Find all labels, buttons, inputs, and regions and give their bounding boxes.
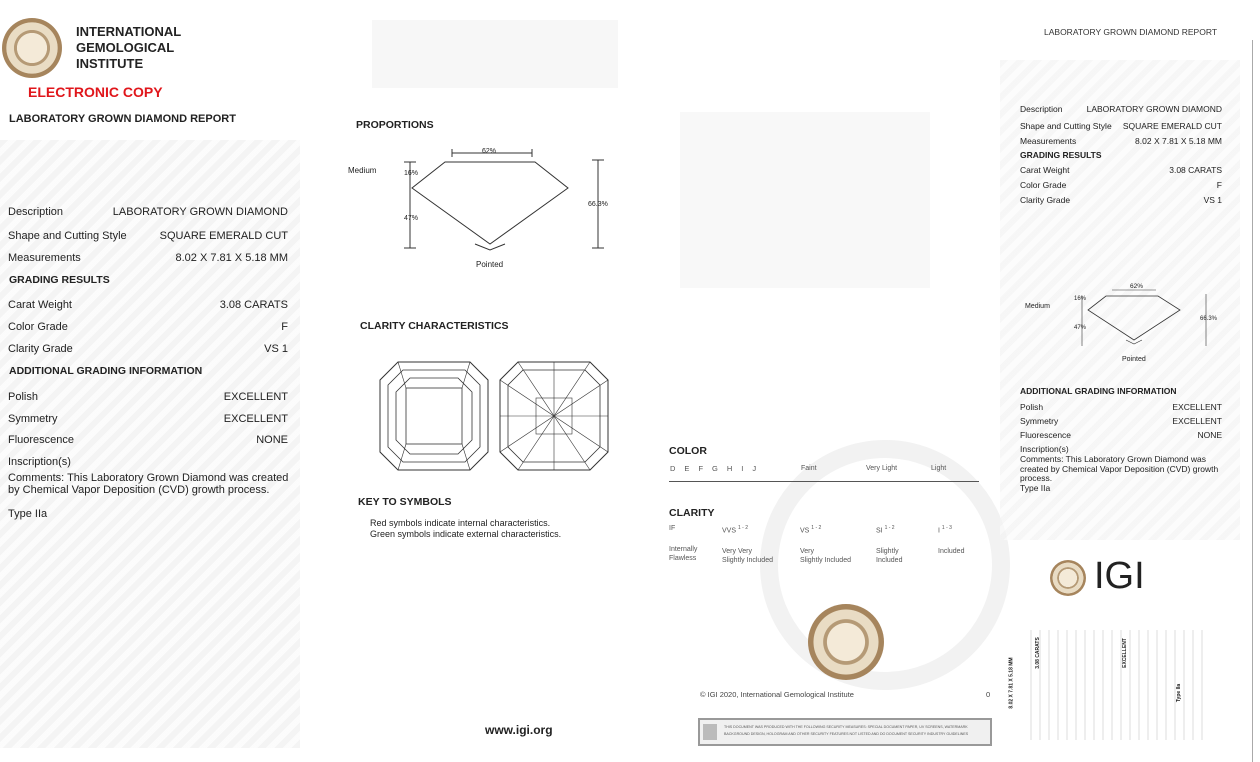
additional-label: Polish: [8, 391, 38, 403]
grading-row-carat: [8, 299, 288, 311]
grading-label: Carat Weight: [8, 299, 72, 311]
card-table-percent: 62%: [1130, 283, 1144, 290]
detail-label: Shape and Cutting Style: [8, 230, 127, 242]
color-scale-divider: [669, 481, 979, 482]
key-to-symbols-heading: KEY TO SYMBOLS: [358, 496, 452, 508]
comments-text: Comments: This Laboratory Grown Diamond was created by Chemical Vapor Deposition (CVD) growth process.: [8, 472, 289, 496]
additional-row-polish: [8, 391, 288, 403]
clarity-desc1: Very Very: [722, 548, 752, 556]
grading-value: 3.08 CARATS: [219, 299, 288, 311]
grading-value: VS 1: [264, 343, 288, 355]
org-name-line3: INSTITUTE: [76, 56, 144, 71]
org-name-line2: GEMOLOGICAL: [76, 40, 175, 55]
additional-label: Symmetry: [8, 413, 58, 425]
card-row: Shape and Cutting Style SQUARE EMERALD CUT: [1020, 121, 1222, 131]
card-grading-heading: GRADING RESULTS: [1020, 150, 1102, 160]
clarity-code: I: [938, 527, 940, 535]
rotated-type: Type IIa: [1176, 683, 1183, 703]
card-igi-seal-icon: [1050, 560, 1086, 596]
card-comments: Comments: This Laboratory Grown Diamond was created by Chemical Vapor Deposition (CVD) growth process.: [1020, 454, 1219, 483]
page-marker: 0: [986, 690, 991, 699]
electronic-copy-label: ELECTRONIC COPY: [28, 84, 163, 100]
website-url[interactable]: www.igi.org: [485, 723, 553, 737]
rotated-polish: EXCELLENT: [1121, 638, 1128, 668]
card-girdle-label: Medium: [1025, 303, 1050, 310]
color-light: Light: [931, 465, 947, 472]
clarity-desc1: Slightly: [876, 548, 899, 556]
diamond-profile-outline: [412, 162, 568, 244]
color-scale-heading: COLOR: [669, 445, 707, 457]
security-text-line2: BACKGROUND DESIGN, HOLOGRAM AND OTHER SECURITY FEATURES NOT LISTED AND DO DOCUMENT SECURITY INDUSTRY GUIDELINES: [724, 732, 969, 736]
clarity-grade-i: [938, 524, 964, 556]
clarity-code: VVS: [722, 527, 737, 535]
rotated-measurements: 8.02 X 7.81 X 5.18 MM: [1008, 657, 1015, 709]
card-row: Clarity Grade VS 1: [1020, 195, 1222, 205]
grading-row-color: [8, 321, 288, 333]
additional-value: EXCELLENT: [223, 413, 288, 425]
card-crown-percent: 16%: [1074, 296, 1087, 302]
color-grade: F: [698, 464, 704, 473]
clarity-desc1: Very: [800, 548, 815, 556]
clarity-grade-si: [876, 524, 902, 565]
copyright-text: © IGI 2020, International Gemological Institute: [700, 690, 854, 699]
clarity-desc2: Included: [876, 557, 903, 565]
blank-box: [372, 20, 618, 88]
clarity-characteristics-heading: CLARITY CHARACTERISTICS: [360, 320, 509, 332]
card-pavilion-percent: 47%: [1074, 325, 1087, 331]
igi-seal-icon: [2, 18, 62, 78]
rotated-carat: 3.08 CARATS: [1034, 637, 1041, 669]
card-row: Color Grade F: [1020, 180, 1222, 190]
igi-seal-icon: [808, 604, 884, 680]
crown-percent: 16%: [404, 170, 419, 177]
clarity-sup: 1 - 2: [737, 525, 748, 531]
additional-row-symmetry: [8, 413, 288, 425]
grading-results-heading: GRADING RESULTS: [9, 274, 110, 286]
additional-row-fluorescence: [8, 434, 288, 446]
clarity-code: SI: [876, 527, 883, 535]
card-additional-heading: ADDITIONAL GRADING INFORMATION: [1020, 386, 1177, 396]
table-percent: 62%: [482, 148, 497, 155]
card-row: Symmetry EXCELLENT: [1020, 416, 1222, 426]
key-line-green: Green symbols indicate external characteristics.: [370, 529, 562, 539]
card-depth-percent: 66.3%: [1200, 316, 1218, 322]
blank-box: [680, 112, 930, 288]
color-grade: H: [726, 464, 733, 473]
security-strip: [698, 718, 992, 746]
grading-row-clarity: [8, 343, 288, 355]
clarity-code: VS: [800, 527, 810, 535]
clarity-desc1: Included: [938, 548, 965, 556]
color-grade: I: [741, 464, 744, 473]
detail-row-description: [8, 206, 288, 218]
clarity-scale-heading: CLARITY: [669, 507, 715, 519]
detail-label: Description: [8, 206, 64, 218]
pavilion-percent: 47%: [404, 215, 419, 222]
clarity-grade-if: [669, 524, 697, 563]
additional-value: NONE: [256, 434, 288, 446]
clarity-desc2: Slightly Included: [722, 557, 773, 565]
clarity-sup: 1 - 2: [884, 525, 895, 531]
clarity-grade-vs: [800, 524, 851, 565]
clarity-desc1: Internally: [669, 546, 698, 553]
card-row: Measurements 8.02 X 7.81 X 5.18 MM: [1020, 136, 1222, 146]
detail-row-shape: [8, 230, 288, 242]
grading-label: Color Grade: [8, 321, 68, 333]
clarity-sup: 1 - 2: [811, 525, 822, 531]
card-inscription: Inscription(s): [1020, 444, 1069, 454]
inscription-label: Inscription(s): [8, 456, 71, 468]
report-title: LABORATORY GROWN DIAMOND REPORT: [9, 113, 236, 125]
report-card-panel: [1000, 0, 1258, 762]
detail-row-measurements: [8, 252, 288, 264]
clarity-desc2: Flawless: [669, 555, 697, 562]
security-text-line1: THIS DOCUMENT WAS PRODUCED WITH THE FOLLOWING SECURITY MEASURES: SPECIAL DOCUMENT PAPER, UV SCREENS, WATERMARK: [724, 725, 968, 729]
detail-value: 8.02 X 7.81 X 5.18 MM: [175, 252, 288, 264]
color-faint: Faint: [801, 465, 817, 472]
girdle-label: Medium: [348, 166, 377, 175]
card-row: Polish EXCELLENT: [1020, 402, 1222, 412]
clarity-grade-vvs: [722, 524, 773, 565]
detail-label: Measurements: [8, 252, 81, 264]
clarity-sup: 1 - 3: [941, 525, 952, 531]
depth-percent: 66.3%: [588, 201, 608, 208]
additional-info-heading: ADDITIONAL GRADING INFORMATION: [9, 365, 203, 377]
card-row: Fluorescence NONE: [1020, 430, 1222, 440]
color-grade: D: [670, 464, 676, 473]
rotated-summary-strip: [1008, 630, 1210, 740]
color-grade-list: [670, 464, 756, 473]
proportions-panel: [330, 0, 650, 762]
detail-value: LABORATORY GROWN DIAMOND: [112, 206, 288, 218]
org-name-line1: INTERNATIONAL: [76, 24, 182, 39]
grading-value: F: [281, 321, 288, 333]
key-line-red: Red symbols indicate internal characteristics.: [370, 518, 551, 528]
color-grade: J: [752, 464, 757, 473]
additional-value: EXCELLENT: [223, 391, 288, 403]
clarity-code: IF: [669, 525, 676, 532]
culet-label: Pointed: [476, 260, 504, 269]
card-divider: [1252, 40, 1253, 762]
card-report-title: LABORATORY GROWN DIAMOND REPORT: [1044, 27, 1218, 37]
proportions-heading: PROPORTIONS: [356, 119, 434, 131]
detail-value: SQUARE EMERALD CUT: [159, 230, 288, 242]
report-left-panel: [0, 0, 300, 762]
scales-panel: [660, 0, 995, 762]
color-grade: G: [712, 464, 718, 473]
card-proportions-diagram: [1060, 284, 1220, 354]
color-very-light: Very Light: [866, 465, 898, 472]
document-icon: [703, 724, 717, 740]
card-type: Type IIa: [1020, 483, 1051, 493]
grading-label: Clarity Grade: [8, 343, 73, 355]
type-text: Type IIa: [8, 508, 48, 520]
card-row: Description LABORATORY GROWN DIAMOND: [1020, 104, 1222, 114]
card-row: Carat Weight 3.08 CARATS: [1020, 165, 1222, 175]
org-name: [76, 24, 181, 72]
culet-marker: [475, 244, 505, 250]
clarity-plot-pavilion: [498, 360, 610, 472]
card-igi-logo: IGI: [1094, 555, 1145, 597]
card-culet-label: Pointed: [1122, 356, 1146, 363]
color-grade: E: [684, 464, 690, 473]
additional-label: Fluorescence: [8, 434, 75, 446]
clarity-desc2: Slightly Included: [800, 557, 851, 565]
clarity-plot-crown: [378, 360, 490, 472]
